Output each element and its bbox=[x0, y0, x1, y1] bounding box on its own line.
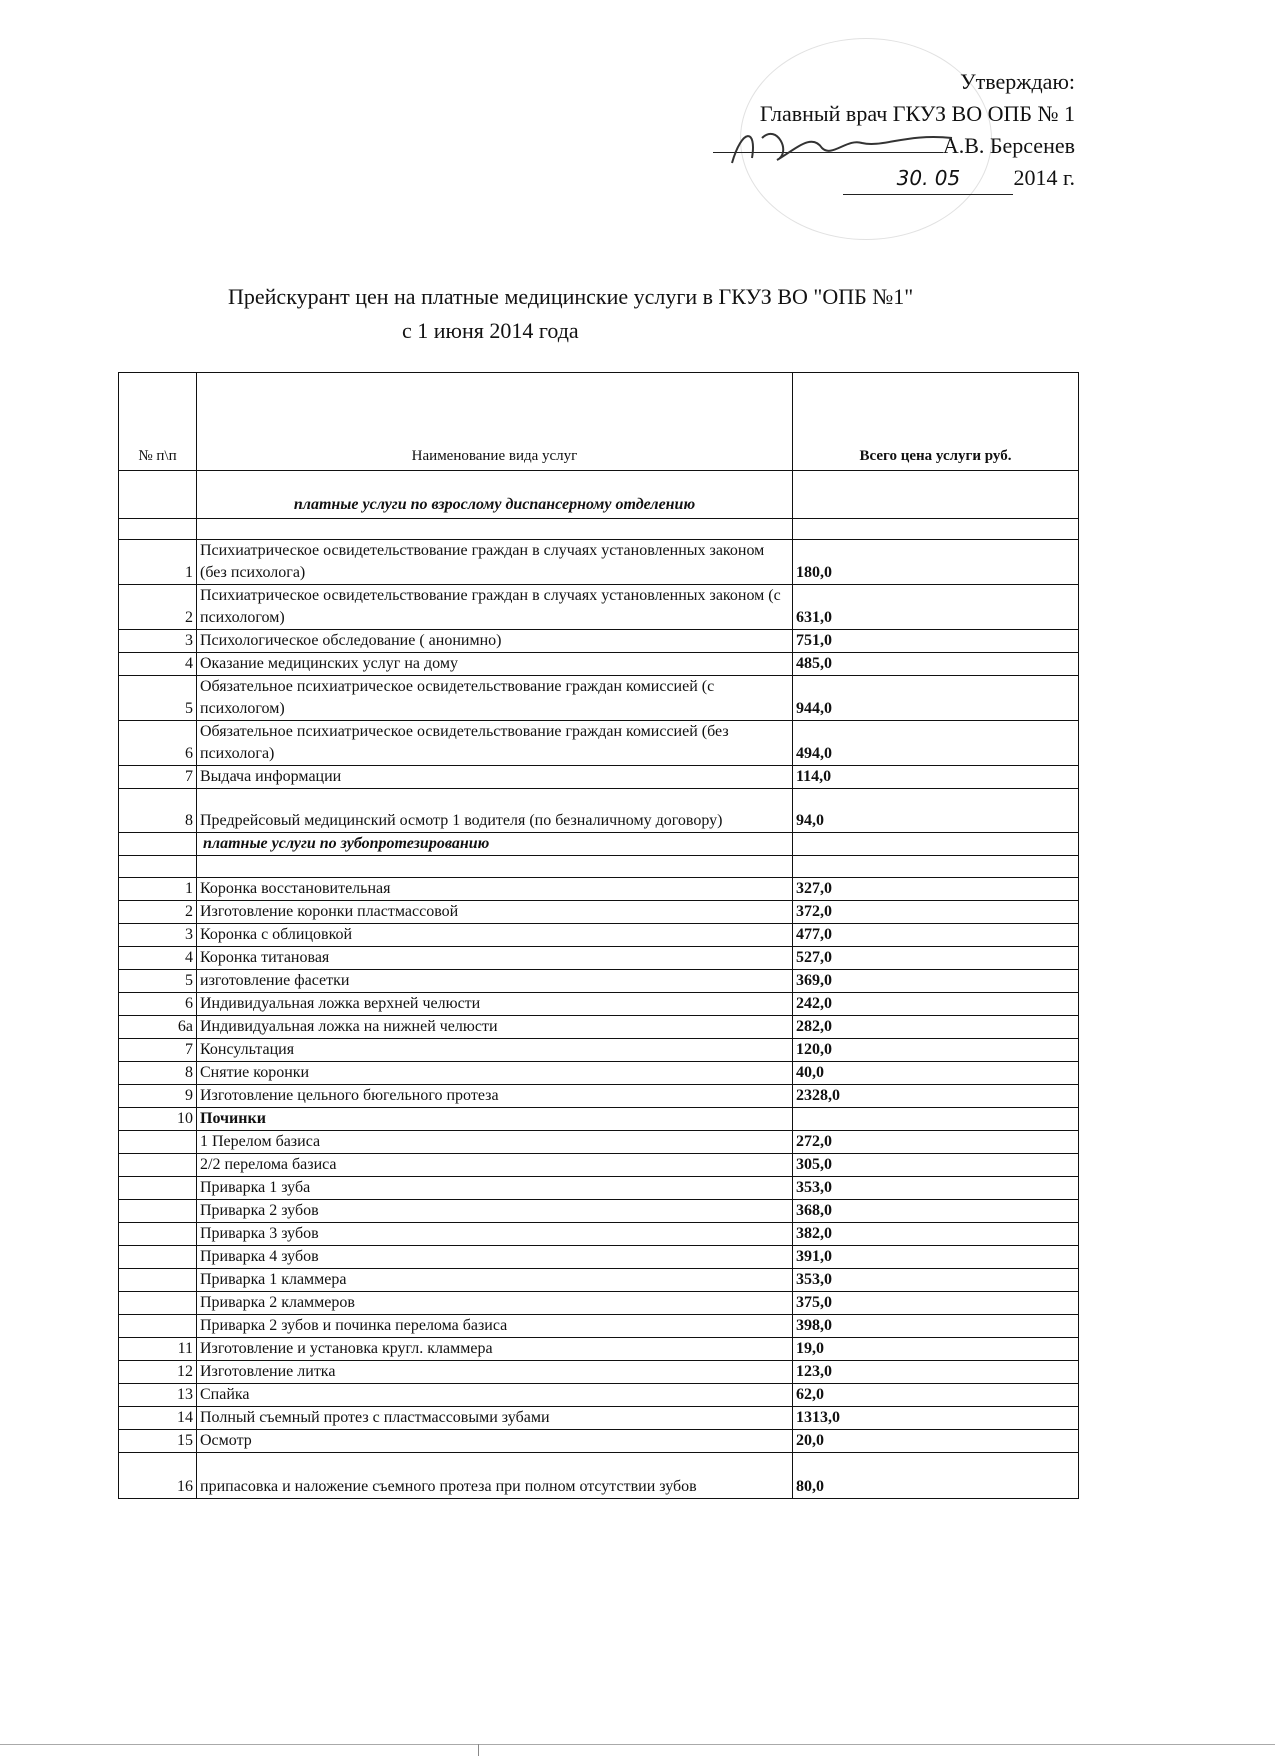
header-name: Наименование вида услуг bbox=[197, 373, 793, 471]
row-price: 368,0 bbox=[793, 1200, 1079, 1223]
table-row bbox=[119, 1338, 1079, 1361]
row-price: 123,0 bbox=[793, 1361, 1079, 1384]
table-row bbox=[119, 676, 1079, 721]
row-service-name: Обязательное психиатрическое освидетельствование граждан комиссией (с психологом) bbox=[197, 676, 793, 721]
table-row bbox=[119, 947, 1079, 970]
row-number bbox=[119, 1223, 197, 1246]
table-row bbox=[119, 1269, 1079, 1292]
row-number: 7 bbox=[119, 766, 197, 789]
row-number: 2 bbox=[119, 901, 197, 924]
row-service-name: 2/2 перелома базиса bbox=[197, 1154, 793, 1177]
row-service-name: Спайка bbox=[197, 1384, 793, 1407]
table-row bbox=[119, 1154, 1079, 1177]
table-row bbox=[119, 1453, 1079, 1499]
row-service-name: Изготовление литка bbox=[197, 1361, 793, 1384]
row-price bbox=[793, 1108, 1079, 1131]
section-title-dispensary: платные услуги по взрослому диспансерному отделению bbox=[197, 471, 793, 519]
table-row bbox=[119, 1246, 1079, 1269]
spacer-cell bbox=[793, 856, 1079, 878]
row-service-name: Приварка 1 кламмера bbox=[197, 1269, 793, 1292]
row-number bbox=[119, 1177, 197, 1200]
row-number: 13 bbox=[119, 1384, 197, 1407]
row-number: 4 bbox=[119, 653, 197, 676]
table-row bbox=[119, 901, 1079, 924]
section-row bbox=[119, 833, 1079, 856]
row-price: 120,0 bbox=[793, 1039, 1079, 1062]
row-service-name: Изготовление и установка кругл. кламмера bbox=[197, 1338, 793, 1361]
row-number: 12 bbox=[119, 1361, 197, 1384]
table-row bbox=[119, 789, 1079, 833]
row-service-name: Консультация bbox=[197, 1039, 793, 1062]
row-number bbox=[119, 1292, 197, 1315]
table-row bbox=[119, 766, 1079, 789]
table-row bbox=[119, 630, 1079, 653]
row-number bbox=[119, 1246, 197, 1269]
row-number: 3 bbox=[119, 630, 197, 653]
section-title-prosthetics: платные услуги по зубопротезированию bbox=[197, 833, 793, 856]
row-number: 6 bbox=[119, 993, 197, 1016]
row-price: 20,0 bbox=[793, 1430, 1079, 1453]
row-price: 944,0 bbox=[793, 676, 1079, 721]
row-price: 19,0 bbox=[793, 1338, 1079, 1361]
row-price: 631,0 bbox=[793, 585, 1079, 630]
row-price: 2328,0 bbox=[793, 1085, 1079, 1108]
table-row bbox=[119, 585, 1079, 630]
row-price: 1313,0 bbox=[793, 1407, 1079, 1430]
row-number bbox=[119, 1131, 197, 1154]
row-service-name: Выдача информации bbox=[197, 766, 793, 789]
row-number bbox=[119, 1200, 197, 1223]
header-price: Всего цена услуги руб. bbox=[793, 373, 1079, 471]
table-row bbox=[119, 878, 1079, 901]
table-row bbox=[119, 653, 1079, 676]
table-row bbox=[119, 1223, 1079, 1246]
row-number: 5 bbox=[119, 970, 197, 993]
row-service-name: Приварка 2 кламмеров bbox=[197, 1292, 793, 1315]
row-number bbox=[119, 1154, 197, 1177]
row-price: 180,0 bbox=[793, 540, 1079, 585]
row-service-name: Психиатрическое освидетельствование граждан в случаях установленных законом (с психологом) bbox=[197, 585, 793, 630]
table-row bbox=[119, 1016, 1079, 1039]
row-number: 4 bbox=[119, 947, 197, 970]
section-row bbox=[119, 471, 1079, 519]
row-number: 5 bbox=[119, 676, 197, 721]
spacer-cell bbox=[119, 519, 197, 540]
row-price: 372,0 bbox=[793, 901, 1079, 924]
table-row bbox=[119, 1430, 1079, 1453]
row-service-name: Приварка 3 зубов bbox=[197, 1223, 793, 1246]
row-service-name: изготовление фасетки bbox=[197, 970, 793, 993]
row-number: 9 bbox=[119, 1085, 197, 1108]
title-line-1: Прейскурант цен на платные медицинские услуги в ГКУЗ ВО "ОПБ №1" bbox=[228, 284, 914, 309]
row-price: 382,0 bbox=[793, 1223, 1079, 1246]
row-service-name: Изготовление цельного бюгельного протеза bbox=[197, 1085, 793, 1108]
row-price: 272,0 bbox=[793, 1131, 1079, 1154]
row-price: 62,0 bbox=[793, 1384, 1079, 1407]
row-price: 282,0 bbox=[793, 1016, 1079, 1039]
approval-heading: Утверждаю: bbox=[960, 69, 1075, 94]
row-number: 7 bbox=[119, 1039, 197, 1062]
row-price: 242,0 bbox=[793, 993, 1079, 1016]
row-number: 16 bbox=[119, 1453, 197, 1499]
row-price: 305,0 bbox=[793, 1154, 1079, 1177]
table-row bbox=[119, 924, 1079, 947]
table-row bbox=[119, 1177, 1079, 1200]
row-number: 8 bbox=[119, 789, 197, 833]
row-price: 327,0 bbox=[793, 878, 1079, 901]
price-table bbox=[118, 372, 1079, 1499]
row-number: 1 bbox=[119, 540, 197, 585]
row-service-name: Приварка 1 зуба bbox=[197, 1177, 793, 1200]
table-row bbox=[119, 540, 1079, 585]
table-row bbox=[119, 993, 1079, 1016]
row-price: 485,0 bbox=[793, 653, 1079, 676]
table-row bbox=[119, 1292, 1079, 1315]
table-row bbox=[119, 1361, 1079, 1384]
row-number: 6 bbox=[119, 721, 197, 766]
approval-position: Главный врач ГКУЗ ВО ОПБ № 1 bbox=[759, 101, 1075, 126]
row-number bbox=[119, 1269, 197, 1292]
row-price: 398,0 bbox=[793, 1315, 1079, 1338]
table-row bbox=[119, 1407, 1079, 1430]
row-number: 3 bbox=[119, 924, 197, 947]
row-number: 10 bbox=[119, 1108, 197, 1131]
row-service-name: Индивидуальная ложка верхней челюсти bbox=[197, 993, 793, 1016]
row-service-name: Предрейсовый медицинский осмотр 1 водителя (по безналичному договору) bbox=[197, 789, 793, 833]
approval-signatory: А.В. Берсенев bbox=[942, 133, 1075, 158]
header-num: № п\п bbox=[119, 373, 197, 471]
table-row bbox=[119, 1131, 1079, 1154]
row-number: 14 bbox=[119, 1407, 197, 1430]
row-price: 375,0 bbox=[793, 1292, 1079, 1315]
row-price: 80,0 bbox=[793, 1453, 1079, 1499]
row-service-name: 1 Перелом базиса bbox=[197, 1131, 793, 1154]
table-row bbox=[119, 1384, 1079, 1407]
row-price: 751,0 bbox=[793, 630, 1079, 653]
row-service-name: Починки bbox=[197, 1108, 793, 1131]
table-row bbox=[119, 970, 1079, 993]
row-price: 114,0 bbox=[793, 766, 1079, 789]
row-service-name: Оказание медицинских услуг на дому bbox=[197, 653, 793, 676]
spacer-cell bbox=[197, 856, 793, 878]
row-service-name: Обязательное психиатрическое освидетельствование граждан комиссией (без психолога) bbox=[197, 721, 793, 766]
table-row bbox=[119, 1085, 1079, 1108]
approval-date-handwritten: 30. 05 bbox=[843, 162, 1013, 195]
spacer-cell bbox=[197, 519, 793, 540]
row-service-name: Коронка титановая bbox=[197, 947, 793, 970]
page-bottom-edge bbox=[0, 1744, 1275, 1745]
row-number: 6а bbox=[119, 1016, 197, 1039]
table-row bbox=[119, 1039, 1079, 1062]
row-number: 1 bbox=[119, 878, 197, 901]
row-price: 369,0 bbox=[793, 970, 1079, 993]
row-price: 527,0 bbox=[793, 947, 1079, 970]
table-row bbox=[119, 1108, 1079, 1131]
row-number bbox=[119, 1315, 197, 1338]
handwritten-signature bbox=[722, 118, 962, 178]
approval-year: 2014 г. bbox=[1013, 165, 1075, 190]
row-service-name: Снятие коронки bbox=[197, 1062, 793, 1085]
spacer-cell bbox=[793, 519, 1079, 540]
section-num-cell bbox=[119, 471, 197, 519]
row-number: 8 bbox=[119, 1062, 197, 1085]
section-price-cell bbox=[793, 833, 1079, 856]
spacer-cell bbox=[119, 856, 197, 878]
row-number: 11 bbox=[119, 1338, 197, 1361]
section-num-cell bbox=[119, 833, 197, 856]
row-number: 15 bbox=[119, 1430, 197, 1453]
section-price-cell bbox=[793, 471, 1079, 519]
row-price: 477,0 bbox=[793, 924, 1079, 947]
table-row bbox=[119, 1200, 1079, 1223]
row-service-name: Приварка 4 зубов bbox=[197, 1246, 793, 1269]
row-service-name: Изготовление коронки пластмассовой bbox=[197, 901, 793, 924]
row-service-name: Приварка 2 зубов и починка перелома базиса bbox=[197, 1315, 793, 1338]
row-service-name: Коронка восстановительная bbox=[197, 878, 793, 901]
title-line-2: с 1 июня 2014 года bbox=[402, 318, 579, 343]
row-price: 494,0 bbox=[793, 721, 1079, 766]
row-service-name: Психиатрическое освидетельствование граждан в случаях установленных законом (без психолога) bbox=[197, 540, 793, 585]
table-row bbox=[119, 721, 1079, 766]
row-service-name: припасовка и наложение съемного протеза при полном отсутствии зубов bbox=[197, 1453, 793, 1499]
row-number: 2 bbox=[119, 585, 197, 630]
row-price: 40,0 bbox=[793, 1062, 1079, 1085]
spacer-row bbox=[119, 856, 1079, 878]
row-service-name: Индивидуальная ложка на нижней челюсти bbox=[197, 1016, 793, 1039]
row-service-name: Психологическое обследование ( анонимно) bbox=[197, 630, 793, 653]
row-service-name: Полный съемный протез с пластмассовыми зубами bbox=[197, 1407, 793, 1430]
row-price: 353,0 bbox=[793, 1269, 1079, 1292]
page-bottom-tick bbox=[478, 1744, 479, 1756]
table-row bbox=[119, 1062, 1079, 1085]
table-row bbox=[119, 1315, 1079, 1338]
spacer-row bbox=[119, 519, 1079, 540]
row-service-name: Осмотр bbox=[197, 1430, 793, 1453]
row-price: 391,0 bbox=[793, 1246, 1079, 1269]
row-price: 353,0 bbox=[793, 1177, 1079, 1200]
row-service-name: Приварка 2 зубов bbox=[197, 1200, 793, 1223]
price-table-body bbox=[119, 471, 1079, 1499]
row-price: 94,0 bbox=[793, 789, 1079, 833]
row-service-name: Коронка с облицовкой bbox=[197, 924, 793, 947]
